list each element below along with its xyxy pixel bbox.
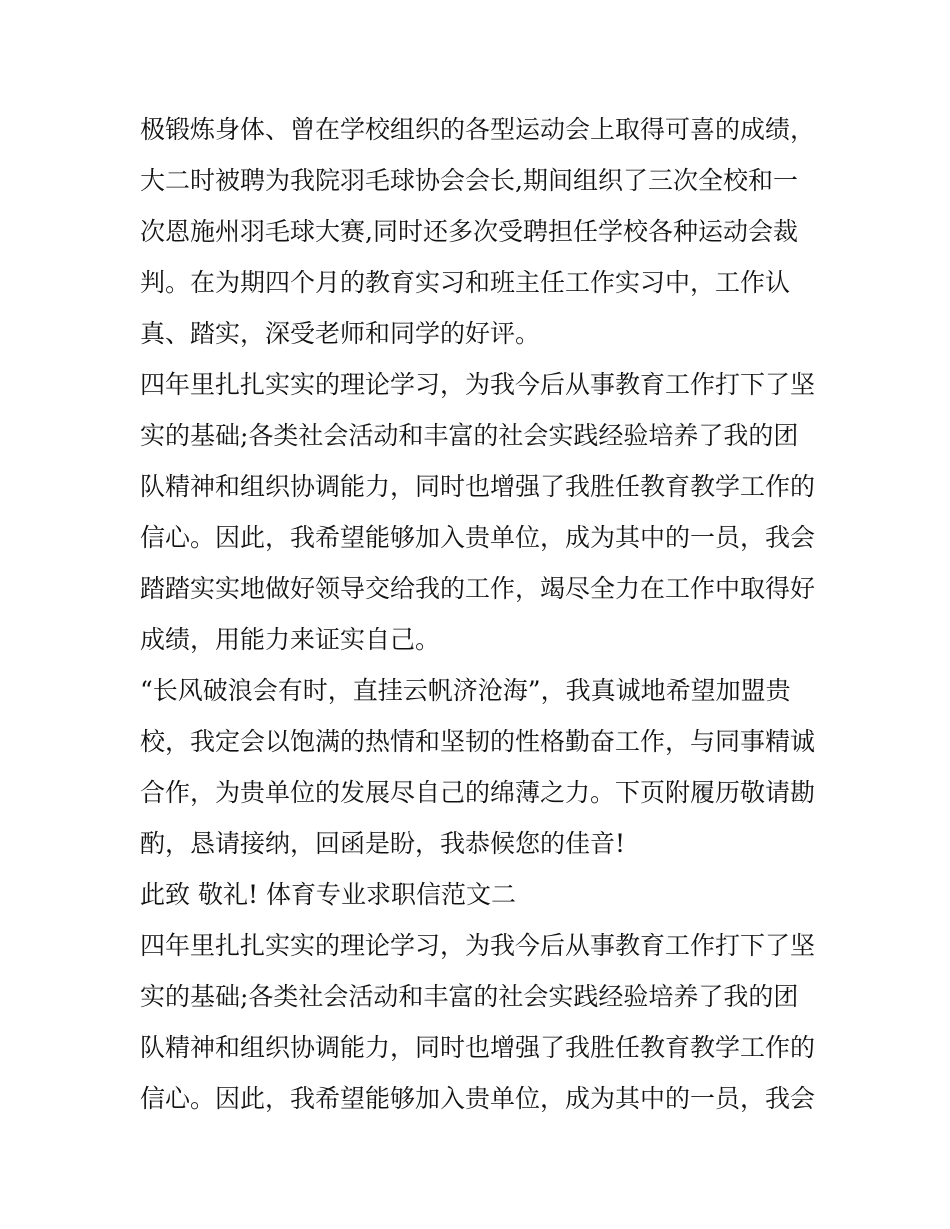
document-body [140,104,820,1124]
text-line: 队精神和组织协调能力，同时也增强了我胜任教育教学工作的 [140,472,816,501]
text-line: 此致 敬礼! 体育专业求职信范文二 [140,880,516,909]
text-line: 实的基础;各类社会活动和丰富的社会实践经验培养了我的团 [140,421,799,450]
text-line: 四年里扎扎实实的理论学习，为我今后从事教育工作打下了坚 [140,370,816,399]
text-line: 大二时被聘为我院羽毛球协会会长,期间组织了三次全校和一 [140,166,798,195]
text-line: 成绩，用能力来证实自己。 [140,625,441,654]
text-line: 实的基础;各类社会活动和丰富的社会实践经验培养了我的团 [140,982,799,1011]
text-line: 校，我定会以饱满的热情和坚韧的性格勤奋工作，与同事精诚 [140,727,816,756]
text-line: 判。在为期四个月的教育实习和班主任工作实习中，工作认 [140,268,791,297]
text-line: 四年里扎扎实实的理论学习，为我今后从事教育工作打下了坚 [140,931,816,960]
text-line: 踏踏实实地做好领导交给我的工作，竭尽全力在工作中取得好 [140,574,816,603]
text-line: 合作，为贵单位的发展尽自己的绵薄之力。下页附履历敬请勘 [140,778,816,807]
text-line: 酌，恳请接纳，回函是盼，我恭候您的佳音! [140,829,626,858]
text-line: 队精神和组织协调能力，同时也增强了我胜任教育教学工作的 [140,1033,816,1062]
text-line: 信心。因此，我希望能够加入贵单位，成为其中的一员，我会 [140,523,816,552]
text-line: 极锻炼身体、曾在学校组织的各型运动会上取得可喜的成绩， [140,115,816,144]
text-line: “长风破浪会有时，直挂云帆济沧海”，我真诚地希望加盟贵 [140,676,791,705]
text-line: 信心。因此，我希望能够加入贵单位，成为其中的一员，我会 [140,1084,816,1113]
text-line: 真、踏实，深受老师和同学的好评。 [140,319,541,348]
text-line: 次恩施州羽毛球大赛,同时还多次受聘担任学校各种运动会裁 [140,217,798,246]
